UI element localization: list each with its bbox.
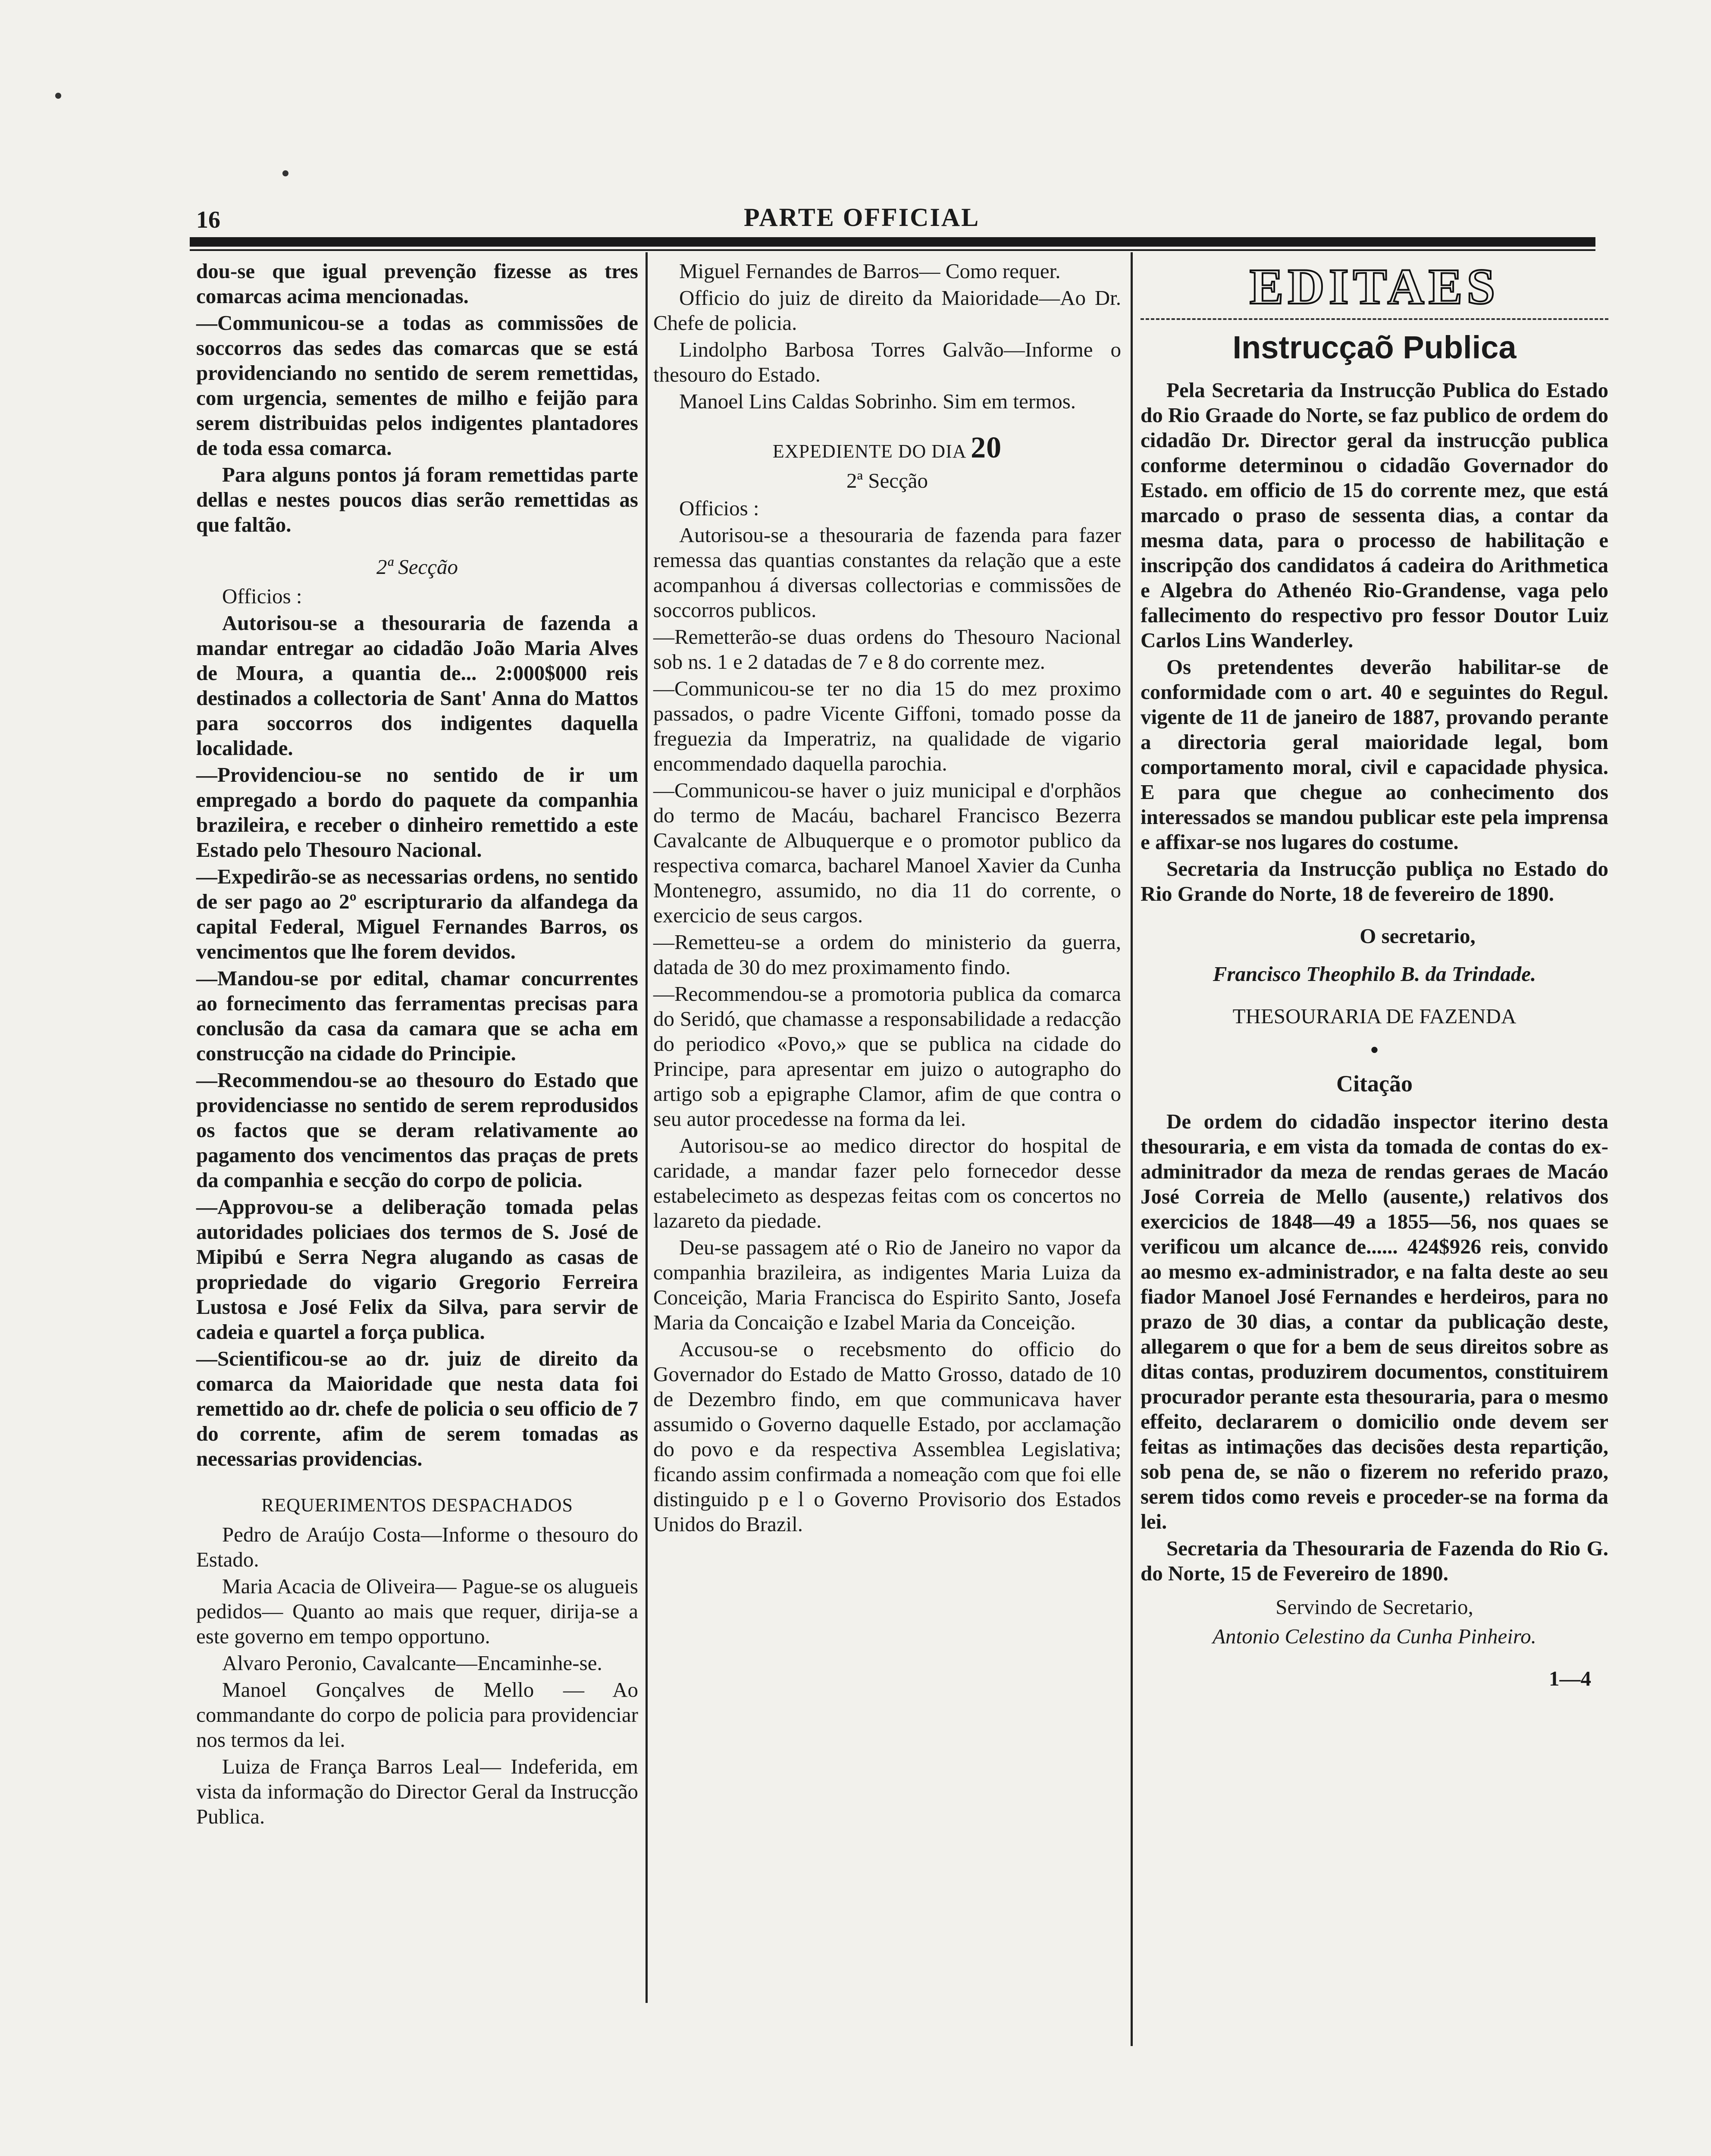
paragraph: Pela Secretaria da Instrucção Publica do Estado do Rio Graade do Norte, se faz publico de ordem do cidadão Dr. Director geral da instrucção publica conforme determinou o cidadão Governador do Estado. em officio de 15 do corrente mez, que está marcado o praso de sessenta dias, a contar da mesma data, para o processo de habilitação e inscripção dos candidatos á cadeira do Arithmetica e Algebra do Athenéo Rio-Grandense, vaga pelo fallecimento do respectivo pro fessor Doutor Luiz Carlos Lins Wanderley.	[1141, 378, 1608, 652]
paragraph: Para alguns pontos já foram remettidas parte dellas e nestes poucos dias serão remettidas as que faltão.	[196, 463, 638, 536]
column-2	[653, 259, 1121, 1539]
paragraph: Pedro de Araújo Costa—Informe o thesouro do Estado.	[196, 1523, 638, 1571]
header-rule	[190, 237, 1595, 247]
paragraph: Miguel Fernandes de Barros— Como requer.	[679, 259, 1061, 283]
column-1	[196, 259, 638, 1831]
paragraph: Luiza de França Barros Leal— Indeferida, em vista da informação do Director Geral da Instrucção Publica.	[196, 1755, 638, 1828]
paragraph: Secretaria da Thesouraria de Fazenda do Rio G. do Norte, 15 de Fevereiro de 1890.	[1141, 1536, 1608, 1585]
paragraph: —Recommendou-se a promotoria publica da comarca do Seridó, que chamasse a responsabilidade a redacção do periodico «Povo,» que se publica na cidade do Principe, para apresentar em juizo o autographo do artigo sob a epigraphe Clamor, afim de que contra o seu autor procedesse na forma da lei.	[653, 982, 1121, 1131]
section-heading: 2ª Secção	[846, 469, 928, 492]
paragraph: Secretaria da Instrucção publiça no Estado do Rio Grande do Norte, 18 de fevereiro de 1890.	[1141, 857, 1608, 906]
dashed-rule	[1141, 318, 1608, 320]
paragraph: —Recommendou-se ao thesouro do Estado que providenciasse no sentido de serem reprodusidos os factos que se deram relativamente ao pagamento dos vencimentos das praças de prets da companhia e secção do corpo de policia.	[196, 1068, 638, 1192]
page-number: 16	[196, 207, 220, 233]
signature-name: Francisco Theophilo B. da Trindade.	[1213, 962, 1536, 986]
signature-name: Antonio Celestino da Cunha Pinheiro.	[1213, 1624, 1536, 1648]
paragraph: —Approvou-se a deliberação tomada pelas autoridades policiaes dos termos de S. José de Mipibú e Serra Negra alugando as casas de propriedade do vigario Gregorio Ferreira Lustosa e José Felix da Silva, para servir de cadeia e quartel a força publica.	[196, 1195, 638, 1344]
column-rule	[646, 252, 648, 2003]
paragraph: Manoel Gonçalves de Mello — Ao commandante do corpo de policia para providenciar nos termos da lei.	[196, 1678, 638, 1752]
insertion-tag: 1—4	[1549, 1667, 1591, 1690]
paragraph: De ordem do cidadão inspector iterino desta thesouraria, e em vista da tomada de contas do ex-adminitrador da meza de rendas geraes de Macáo José Correia de Mello (ausente,) relativos dos exercicios de 1848—49 a 1855—56, nos quaes se verificou um alcance de...... 424$926 reis, convido ao mesmo ex-administrador, e na falta deste ao seu fiador Manoel José Fernandes e herdeiros, para no prazo de 30 dias, a contar da publicação deste, allegarem o que for a bem de seus direitos sobre as ditas contas, produzirem documentos, constituirem procurador perante esta thesouraria, para o mesmo effeito, declararem o domicilio onde devem ser feitas as intimações das decisões desta repartição, sob pena de, se não o fizerem no referido prazo, serem tidos como reveis e proceder-se na forma da lei.	[1141, 1109, 1608, 1533]
section-heading: THESOURARIA DE FAZENDA	[1232, 1004, 1517, 1028]
signature-label: Servindo de Secretario,	[1275, 1595, 1473, 1619]
page-speck	[55, 93, 61, 99]
paragraph: —Communicou-se a todas as commissões de soccorros das sedes das comarcas que se está providenciando no sentido de serem remettidas, com urgencia, sementes de milho e feijão para serem distribuidas pelos indigentes plantadores de toda essa comarca.	[196, 311, 638, 460]
paragraph: Lindolpho Barbosa Torres Galvão—Informe o thesouro do Estado.	[653, 338, 1121, 386]
paragraph: —Communicou-se ter no dia 15 do mez proximo passados, o padre Vicente Giffoni, tomado posse da freguezia da Imperatriz, na qualidade de vigario encommendado daquella parochia.	[653, 677, 1121, 775]
paragraph: —Communicou-se haver o juiz municipal e d'orphãos do termo de Macáu, bacharel Francisco Bezerra Cavalcante de Albuquerque e o promotor publico da respectiva comarca, bacharel Manoel Xavier da Cunha Montenegro, assumido, no dia 11 do corrente, o exercicio de seus cargos.	[653, 778, 1121, 927]
paragraph: Maria Acacia de Oliveira— Pague-se os alugueis pedidos— Quanto ao mais que requer, dirija-se a este governo em tempo opportuno.	[196, 1574, 638, 1648]
paragraph: Accusou-se o recebsmento do officio do Governador do Estado de Matto Grosso, datado de 10 de Dezembro findo, em que communicava haver assumido o Governo daquelle Estado, por acclamação do povo e da respectiva Assemblea Legislativa; ficando assim confirmada a nomeação com que foi elle distinguido p e l o Governo Provisorio dos Estados Unidos do Brazil.	[653, 1337, 1121, 1536]
expediente-day: 20	[971, 431, 1002, 464]
paragraph: —Mandou-se por edital, chamar concurrentes ao fornecimento das ferramentas precisas para conclusão da casa da camara que se acha em construcção na cidade do Principie.	[196, 966, 638, 1065]
paragraph: Alvaro Peronio, Cavalcante—Encaminhe-se.	[222, 1651, 602, 1675]
paragraph: —Providenciou-se no sentido de ir um empregado a bordo do paquete da companhia brazileira, e receber o dinheiro remettido a este Estado pelo Thesouro Nacional.	[196, 763, 638, 862]
paragraph: Deu-se passagem até o Rio de Janeiro no vapor da companhia brazileira, as indigentes Maria Luiza da Conceição, Maria Francisca do Espirito Santo, Josefa Maria da Concaição e Izabel Maria da Conceição.	[653, 1235, 1121, 1334]
paragraph: Autorisou-se a thesouraria de fazenda a mandar entregar ao cidadão João Maria Alves de Moura, a quantia de... 2:000$000 reis destinados a collectoria de Sant' Anna do Mattos para soccorros dos indigentes daquella localidade.	[196, 611, 638, 760]
paragraph: Officio do juiz de direito da Maioridade—Ao Dr. Chefe de policia.	[653, 286, 1121, 335]
subheading: Officios :	[679, 496, 759, 520]
paragraph: Manoel Lins Caldas Sobrinho. Sim em termos.	[679, 389, 1076, 413]
column-3	[1141, 259, 1608, 1691]
editaes-title: EDITAES	[1249, 258, 1500, 315]
subheading: Officios :	[222, 584, 302, 608]
section-heading: 2ª Secção	[376, 555, 458, 579]
column-rule	[1131, 252, 1133, 2046]
paragraph: dou-se que igual prevenção fizesse as tres comarcas acima mencionadas.	[196, 259, 638, 308]
running-head: PARTE OFFICIAL	[744, 203, 980, 232]
paragraph: —Remetterão-se duas ordens do Thesouro Nacional sob ns. 1 e 2 datadas de 7 e 8 do corrente mez.	[653, 625, 1121, 674]
page-speck	[282, 170, 288, 176]
paragraph: Autorisou-se ao medico director do hospital de caridade, a mandar fazer pelo fornecedor desse estabelecimeto as despezas feitas com os concertos no lazareto da piedade.	[653, 1134, 1121, 1232]
header-rule-thin	[190, 249, 1595, 251]
instruccao-heading: Instrucçaõ Publica	[1232, 329, 1517, 365]
paragraph: —Expedirão-se as necessarias ordens, no sentido de ser pago ao 2º escripturario da alfandega da capital Federal, Miguel Fernandes Barros, os vencimentos que lhe forem devidos.	[196, 865, 638, 963]
paragraph: Os pretendentes deverão habilitar-se de conformidade com o art. 40 e seguintes do Regul. vigente de 11 de janeiro de 1887, provando perante a directoria geral maioridade legal, bom comportamento moral, civil e capacidade physica. E para que chegue ao conhecimento dos interessados se mandou publicar este pela imprensa e affixar-se nos lugares do costume.	[1141, 655, 1608, 854]
bullet: •	[1369, 1036, 1379, 1064]
signature-label: O secretario,	[1360, 924, 1476, 948]
expediente-heading	[653, 431, 1121, 464]
paragraph: —Scientificou-se ao dr. juiz de direito da comarca da Maioridade que nesta data foi remettido ao dr. chefe de policia o seu officio de 7 do corrente, afim de serem tomadas as necessarias providencias.	[196, 1347, 638, 1470]
paragraph: —Remetteu-se a ordem do ministerio da guerra, datada de 30 do mez proximamento findo.	[653, 930, 1121, 979]
expediente-label: EXPEDIENTE DO DIA	[772, 441, 966, 462]
paragraph: Autorisou-se a thesouraria de fazenda para fazer remessa das quantias constantes da relação que a este acompanhou á diversas collectorias e commissões de soccorros publicos.	[653, 523, 1121, 622]
section-heading: REQUERIMENTOS DESPACHADOS	[261, 1495, 573, 1516]
citacao-heading: Citação	[1336, 1071, 1413, 1097]
